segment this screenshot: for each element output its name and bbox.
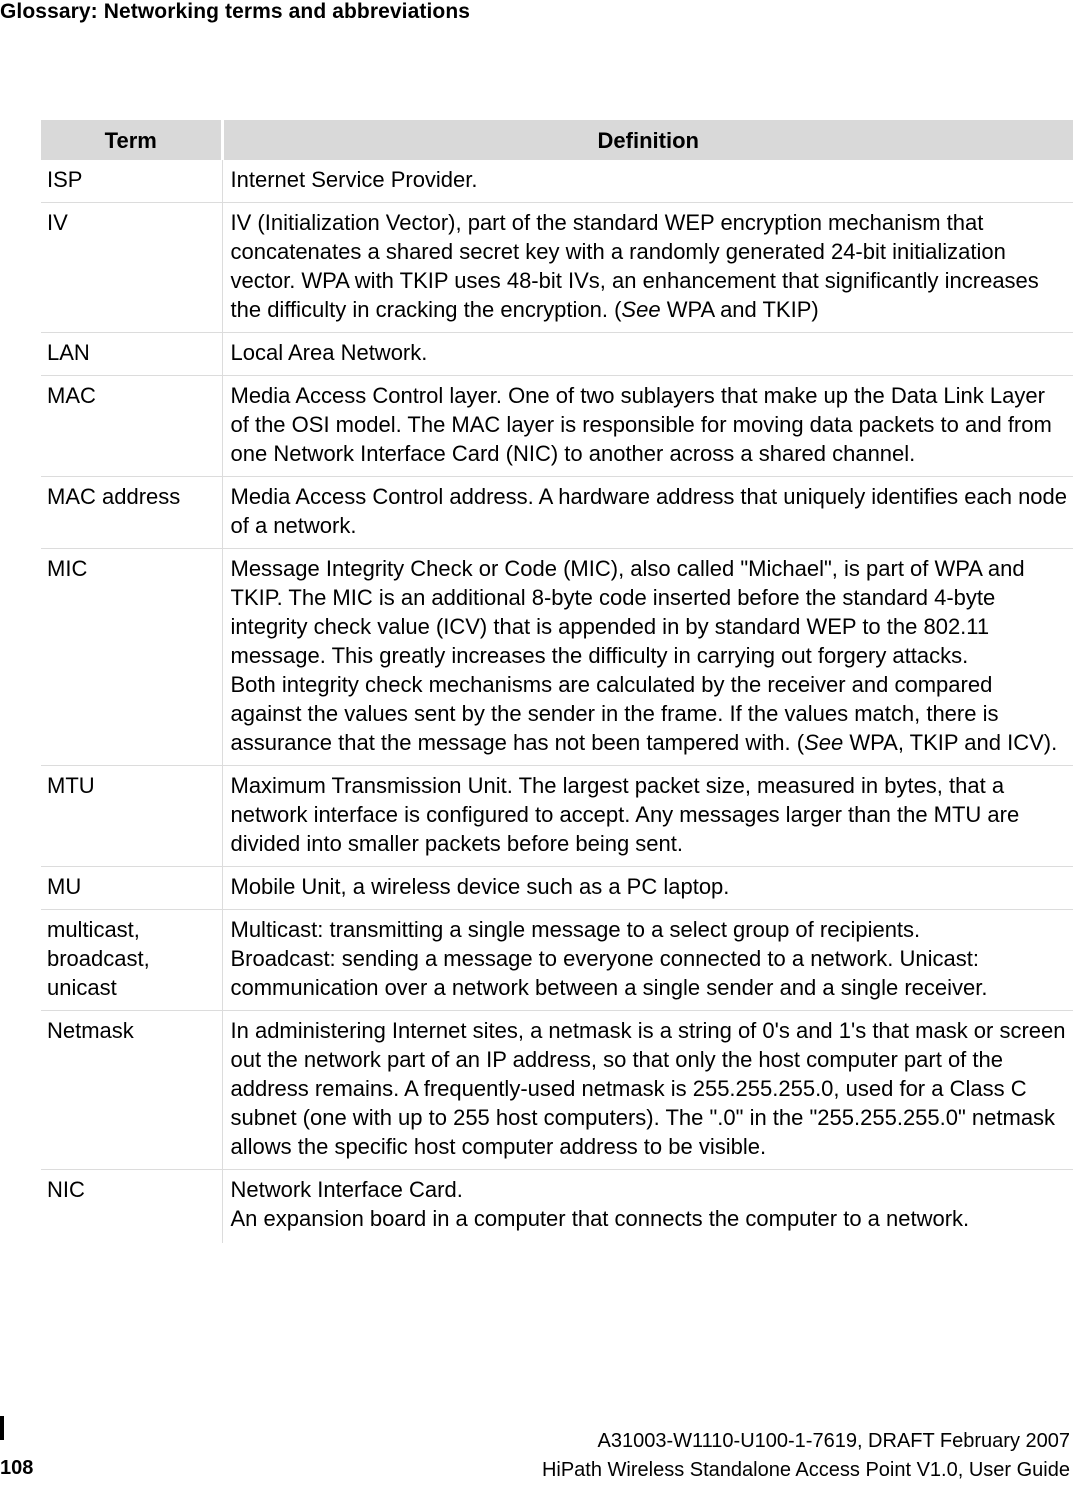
definition-text: In administering Internet sites, a netmask is a string of 0's and 1's that mask or screen out the network part of an IP address, so that only the host computer part of the address remains. A frequently-used netmask is 255.255.255.0, used for a Class C subnet (one with up to 255 host computers). The ".0" in the "255.255.255.0" netmask allows the specific host computer address to be visible. (230, 1018, 1066, 1159)
definition-cell (222, 1170, 1073, 1244)
see-reference: See (804, 730, 844, 755)
definition-cell (222, 1011, 1073, 1170)
page-number: 108 (0, 1457, 34, 1479)
table-row (41, 376, 1073, 477)
term-cell (41, 1170, 222, 1244)
term-text: IV (47, 210, 68, 235)
definition-cell (222, 766, 1073, 867)
see-reference: See (621, 297, 661, 322)
definition-text: IV (Initialization Vector), part of the standard WEP encryption mechanism that concatenates a shared secret key with a randomly generated 24-bit initialization vector. WPA with TKIP uses 48-bit IVs, an enhancement that significantly increases the difficulty in cracking the encryption. (See WPA and TKIP) (230, 210, 1039, 322)
table-row (41, 203, 1073, 333)
term-text: MAC (47, 383, 96, 408)
definition-text: Media Access Control address. A hardware address that uniquely identifies each node of a network. (230, 484, 1068, 538)
definition-cell (222, 910, 1073, 1011)
term-cell (41, 1011, 222, 1170)
footer-doc-id: A31003-W1110-U100-1-7619, DRAFT February 2007 (597, 1430, 1070, 1452)
term-text: broadcast, (47, 946, 150, 971)
definition-text: Mobile Unit, a wireless device such as a PC laptop. (230, 874, 730, 899)
glossary-table (41, 120, 1073, 1243)
definition-text: An expansion board in a computer that connects the computer to a network. (230, 1206, 970, 1231)
term-cell (41, 333, 222, 376)
column-header-definition: Definition (222, 120, 1073, 160)
change-bar (0, 1416, 4, 1440)
term-text: MAC address (47, 484, 181, 509)
term-text: LAN (47, 340, 90, 365)
table-row (41, 333, 1073, 376)
term-text: Netmask (47, 1018, 134, 1043)
term-text: multicast, (47, 917, 140, 942)
definition-cell (222, 160, 1073, 203)
table-row (41, 1170, 1073, 1244)
term-cell (41, 766, 222, 867)
term-text: NIC (47, 1177, 85, 1202)
table-row (41, 549, 1073, 766)
page-title: Glossary: Networking terms and abbreviations (0, 0, 471, 23)
definition-text: Media Access Control layer. One of two sublayers that make up the Data Link Layer of the OSI model. The MAC layer is responsible for moving data packets to and from one Network Interface Card (NIC) to another across a shared channel. (230, 383, 1052, 466)
term-cell (41, 477, 222, 549)
definition-text: Multicast: transmitting a single message to a select group of recipients. (230, 917, 921, 942)
term-cell (41, 376, 222, 477)
table-row (41, 766, 1073, 867)
table-row (41, 1011, 1073, 1170)
term-text: unicast (47, 975, 117, 1000)
definition-cell (222, 376, 1073, 477)
definition-text: Local Area Network. (230, 340, 428, 365)
definition-text: Broadcast: sending a message to everyone connected to a network. Unicast: communication over a network between a single sender and a single receiver. (230, 946, 988, 1000)
definition-cell (222, 203, 1073, 333)
table-header-row (41, 120, 1073, 160)
definition-text: Maximum Transmission Unit. The largest packet size, measured in bytes, that a network interface is configured to accept. Any messages larger than the MTU are divided into smaller packets before being sent. (230, 773, 1020, 856)
definition-cell (222, 867, 1073, 910)
term-text: MU (47, 874, 82, 899)
definition-text: Message Integrity Check or Code (MIC), also called "Michael", is part of WPA and TKIP. The MIC is an additional 8-byte code inserted before the standard 4-byte integrity check value (ICV) that is appended in by standard WEP to the 802.11 message. This greatly increases the difficulty in carrying out forgery attacks. (230, 556, 1025, 668)
term-cell (41, 910, 222, 1011)
glossary-body (41, 160, 1073, 1243)
footer-doc-info (542, 1427, 1070, 1485)
term-text: ISP (47, 167, 83, 192)
definition-text: Internet Service Provider. (230, 167, 478, 192)
table-row (41, 477, 1073, 549)
term-text: MIC (47, 556, 88, 581)
term-text: MTU (47, 773, 95, 798)
column-header-term: Term (41, 120, 222, 160)
term-cell (41, 549, 222, 766)
term-cell (41, 203, 222, 333)
definition-text: Both integrity check mechanisms are calculated by the receiver and compared against the values sent by the sender in the frame. If the values match, there is assurance that the message has not been tampered with. (See WPA, TKIP and ICV). (230, 672, 1058, 755)
table-row (41, 910, 1073, 1011)
definition-cell (222, 549, 1073, 766)
footer-doc-title: HiPath Wireless Standalone Access Point V1.0, User Guide (541, 1459, 1070, 1481)
table-row (41, 160, 1073, 203)
term-cell (41, 867, 222, 910)
definition-cell (222, 477, 1073, 549)
term-cell (41, 160, 222, 203)
table-row (41, 867, 1073, 910)
definition-cell (222, 333, 1073, 376)
definition-text: Network Interface Card. (230, 1177, 463, 1202)
